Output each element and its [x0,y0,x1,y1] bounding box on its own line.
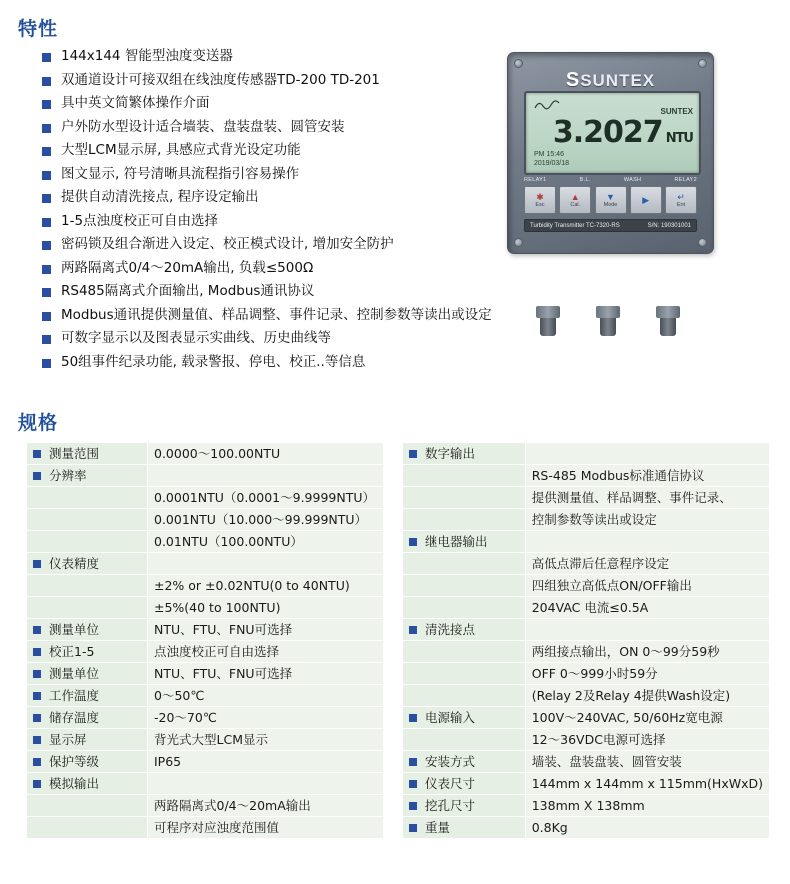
bullet-square-icon [33,736,41,744]
spec-label-cell [403,773,526,795]
lcd-brand-label: SUNTEX [660,107,693,116]
device-key-esc[interactable] [524,186,556,214]
bullet-square-icon [42,288,51,297]
spec-value-cell: 100V～240VAC, 50/60Hz宽电源 [525,707,769,729]
spec-label-text: 电源输入 [425,710,476,725]
feature-item [42,166,472,182]
spec-row [403,751,770,773]
feature-item [42,260,472,276]
spec-label-cell [27,443,148,465]
spec-value-cell [525,619,769,641]
spec-label-text: 仪表尺寸 [425,776,476,791]
spec-label-text: 仪表精度 [49,556,100,571]
spec-label-cell [27,641,148,663]
key-label: Ent [676,201,686,208]
feature-item [42,283,472,299]
spec-row [403,795,770,817]
bullet-square-icon [409,626,417,634]
lcd-reading-unit: NTU [665,131,693,146]
spec-label-text: 显示屏 [49,732,87,747]
spec-row [403,817,770,839]
relay-label: RELAY1 [524,177,547,183]
feature-text: 两路隔离式0/4～20mA输出, 负载≤500Ω [61,259,314,276]
spec-label-cell [403,465,526,487]
spec-value-cell: 0.001NTU（10.000～99.999NTU） [148,509,384,531]
spec-label-text: 重量 [425,820,451,835]
lcd-time: PM 15:46 [534,151,564,158]
key-label: Esc [535,201,545,208]
spec-value-cell: RS-485 Modbus标准通信协议 [525,465,769,487]
lcd-reading [534,115,693,150]
spec-label-text: 清洗接点 [425,622,476,637]
screw-icon [698,238,707,247]
feature-text: 密码锁及组合渐进入设定、校正模式设计, 增加安全防护 [61,236,394,252]
bullet-square-icon [42,241,51,250]
spec-label-cell [27,487,148,509]
spec-row [27,817,384,839]
feature-text: 户外防水型设计适合墙装、盘装盘装、圆管安装 [61,118,345,135]
spec-row [27,597,384,619]
bullet-square-icon [409,450,417,458]
spec-row [403,443,770,465]
device-relay-labels [524,177,697,183]
spec-row [27,707,384,729]
spec-label-cell [403,663,526,685]
cable-gland [596,306,620,336]
screw-icon [514,59,523,68]
spec-label-cell [27,663,148,685]
spec-row [403,487,770,509]
spec-label-text: 挖孔尺寸 [425,798,476,813]
device-nameplate [524,219,697,232]
bullet-square-icon [409,824,417,832]
spec-value-cell: 点浊度校正可自由选择 [148,641,384,663]
spec-row [27,509,384,531]
spec-label-cell [27,817,148,839]
spec-value-cell: 墙装、盘装盘装、圆管安装 [525,751,769,773]
spec-label-text: 继电器输出 [425,534,488,549]
spec-row [403,553,770,575]
relay-label: B.L. [579,177,591,183]
bullet-square-icon [33,758,41,766]
spec-value-cell [525,531,769,553]
spec-row [403,509,770,531]
bullet-square-icon [42,194,51,203]
bullet-square-icon [42,53,51,62]
spec-value-cell: 两路隔离式0/4～20mA输出 [148,795,384,817]
spec-label-text: 工作温度 [49,688,100,703]
feature-text: 可数字显示以及图表显示实曲线、历史曲线等 [61,330,331,346]
feature-text: 144x144 智能型浊度变送器 [61,48,233,64]
device-lcd-screen [524,91,701,175]
spec-value-cell [148,465,384,487]
feature-text: 提供自动清洗接点, 程序设定输出 [61,189,259,205]
spec-label-cell [27,575,148,597]
feature-item [42,72,472,88]
key-symbol-icon: ↵ [677,191,685,202]
device-key-mode[interactable] [595,186,627,214]
bullet-square-icon [409,714,417,722]
spec-label-text: 保护等级 [49,754,100,769]
brand-text: SUNTEX [580,71,656,90]
spec-row [403,707,770,729]
spec-label-text: 数字输出 [425,446,476,461]
feature-item [42,119,472,135]
bullet-square-icon [409,802,417,810]
spec-label-cell [403,685,526,707]
device-key-cal[interactable] [559,186,591,214]
spec-row [27,729,384,751]
brand-initial: S [565,69,581,91]
spec-row [27,773,384,795]
spec-table-right [402,442,770,839]
feature-text: 50组事件纪录功能, 载录警报、停电、校正..等信息 [61,353,366,370]
feature-text: 1-5点浊度校正可自由选择 [61,212,219,229]
spec-value-cell: 四组独立高低点ON/OFF输出 [525,575,769,597]
feature-item [42,48,472,64]
bullet-square-icon [42,147,51,156]
spec-label-text: 测量单位 [49,622,100,637]
spec-label-cell [403,817,526,839]
spec-row [403,729,770,751]
spec-value-cell: NTU、FTU、FNU可选择 [148,663,384,685]
spec-value-cell: 可程序对应浊度范围值 [148,817,384,839]
spec-row [27,465,384,487]
cable-gland [536,306,560,336]
spec-value-cell [525,443,769,465]
spec-label-cell [27,685,148,707]
spec-row [403,641,770,663]
spec-label-text: 校正1-5 [49,644,95,659]
spec-value-cell: -20～70℃ [148,707,384,729]
spec-label-cell [27,465,148,487]
screw-icon [514,238,523,247]
lcd-datetime [534,150,569,168]
spec-value-cell: 12～36VDC电源可选择 [525,729,769,751]
spec-value-cell: 0～50℃ [148,685,384,707]
spec-row [27,751,384,773]
bullet-square-icon [42,77,51,86]
cable-gland [656,306,680,336]
spec-row [27,619,384,641]
feature-text: 具中英文简繁体操作介面 [61,95,210,111]
spec-label-cell [403,575,526,597]
feature-item [42,213,472,229]
spec-label-cell [27,707,148,729]
bullet-square-icon [33,560,41,568]
feature-item [42,306,492,323]
spec-value-cell: (Relay 2及Relay 4提供Wash设定) [525,685,769,707]
spec-label-cell [27,773,148,795]
feature-item [42,95,472,111]
lcd-date: 2019/03/18 [534,160,570,167]
spec-label-cell [403,509,526,531]
key-label: Cal. [570,201,581,208]
spec-label-cell [403,553,526,575]
spec-label-cell [403,751,526,773]
spec-row [403,575,770,597]
bullet-square-icon [42,100,51,109]
spec-row [27,487,384,509]
spec-label-cell [403,487,526,509]
spec-row [27,443,384,465]
spec-row [403,597,770,619]
bullet-square-icon [42,124,51,133]
screw-icon [698,59,707,68]
spec-row [27,553,384,575]
bullet-square-icon [33,450,41,458]
feature-item [42,354,472,370]
bullet-square-icon [42,171,51,180]
spec-label-cell [27,751,148,773]
spec-label-cell [403,619,526,641]
spec-value-cell [148,553,384,575]
spec-value-cell: 0.0001NTU（0.0001～9.9999NTU） [148,487,384,509]
feature-item [42,330,472,346]
spec-value-cell: 204VAC 电流≤0.5A [525,597,769,619]
bullet-square-icon [42,265,51,274]
spec-label-cell [403,729,526,751]
spec-row [27,531,384,553]
device-body [507,52,714,254]
relay-label: RELAY2 [674,177,697,183]
bullet-square-icon [42,359,51,368]
spec-value-cell: ±2% or ±0.02NTU(0 to 40NTU) [148,575,384,597]
bullet-square-icon [33,472,41,480]
spec-value-cell: 两组接点输出，ON 0～99分59秒 [525,641,769,663]
spec-value-cell: 138mm X 138mm [525,795,769,817]
key-symbol-icon: ▲ [570,191,580,202]
product-photo [474,46,774,336]
spec-value-cell: 0.0000～100.00NTU [148,443,384,465]
spec-value-cell: 高低点滞后任意程序设定 [525,553,769,575]
spec-label-cell [403,443,526,465]
bullet-square-icon [409,538,417,546]
spec-value-cell: 控制参数等读出或设定 [525,509,769,531]
lcd-reading-value: 3.2027 [552,115,663,150]
spec-value-cell: 背光式大型LCM显示 [148,729,384,751]
spec-row [27,641,384,663]
spec-label-cell [27,795,148,817]
device-brand-logo [508,69,713,92]
bullet-square-icon [409,758,417,766]
spec-label-cell [27,597,148,619]
nameplate-model: Turbidity Transmitter TC-7320-RS [530,222,620,229]
feature-item [42,236,472,252]
spec-value-cell: 0.01NTU（100.00NTU） [148,531,384,553]
bullet-square-icon [33,670,41,678]
specs-section-title: 规格 [18,413,59,434]
features-list [42,48,492,377]
spec-label-text: 模拟输出 [49,776,100,791]
spec-label-cell [27,619,148,641]
bullet-square-icon [33,714,41,722]
spec-row [403,663,770,685]
spec-label-text: 测量范围 [49,446,100,461]
spec-row [27,685,384,707]
spec-row [403,465,770,487]
feature-text: 双通道设计可接双组在线浊度传感器TD-200 TD-201 [61,71,380,88]
feature-item [42,189,472,205]
feature-text: RS485隔离式介面输出, Modbus通讯协议 [61,283,315,299]
spec-label-cell [403,531,526,553]
spec-label-text: 分辨率 [49,468,87,483]
key-symbol-icon: ✱ [536,191,544,202]
spec-label-text: 安装方式 [425,754,476,769]
relay-label: WASH [623,177,642,183]
spec-value-cell: NTU、FTU、FNU可选择 [148,619,384,641]
spec-label-cell [27,729,148,751]
device-keypad [524,186,697,214]
spec-label-text: 测量单位 [49,666,100,681]
feature-item [42,142,472,158]
spec-value-cell [148,773,384,795]
nameplate-serial: S/N: 190301001 [647,222,691,229]
spec-value-cell: 0.8Kg [525,817,769,839]
spec-row [27,795,384,817]
bullet-square-icon [42,312,51,321]
bullet-square-icon [33,626,41,634]
spec-label-cell [403,707,526,729]
bullet-square-icon [42,335,51,344]
key-label: Mode [603,201,618,208]
spec-row [403,619,770,641]
spec-row [27,575,384,597]
spec-row [403,773,770,795]
spec-label-cell [27,509,148,531]
spec-label-cell [403,795,526,817]
spec-label-cell [27,531,148,553]
bullet-square-icon [409,780,417,788]
features-section-title: 特性 [18,19,59,40]
spec-row [403,685,770,707]
spec-table-left [26,442,384,839]
device-key-ent[interactable] [665,186,697,214]
spec-label-cell [403,641,526,663]
bullet-square-icon [33,692,41,700]
feature-text: Modbus通讯提供测量值、样品调整、事件记录、控制参数等读出或设定 [61,306,492,323]
bullet-square-icon [33,648,41,656]
spec-value-cell: IP65 [148,751,384,773]
spec-value-cell: ±5%(40 to 100NTU) [148,597,384,619]
key-symbol-icon: ▼ [606,191,615,202]
feature-text: 大型LCM显示屏, 具感应式背光设定功能 [61,142,301,158]
spec-label-text: 储存温度 [49,710,100,725]
spec-row [27,663,384,685]
bullet-square-icon [33,780,41,788]
spec-row [403,531,770,553]
spec-value-cell: 144mm x 144mm x 115mm(HxWxD) [525,773,769,795]
spec-value-cell: OFF 0～999小时59分 [525,663,769,685]
wave-icon [534,99,560,111]
spec-value-cell: 提供测量值、样品调整、事件记录、 [525,487,769,509]
device-key-arrow[interactable] [630,186,662,214]
bullet-square-icon [42,218,51,227]
spec-label-cell [27,553,148,575]
spec-label-cell [403,597,526,619]
feature-text: 图文显示, 符号清晰具流程指引容易操作 [61,165,300,182]
key-symbol-icon: ▶ [642,194,650,205]
